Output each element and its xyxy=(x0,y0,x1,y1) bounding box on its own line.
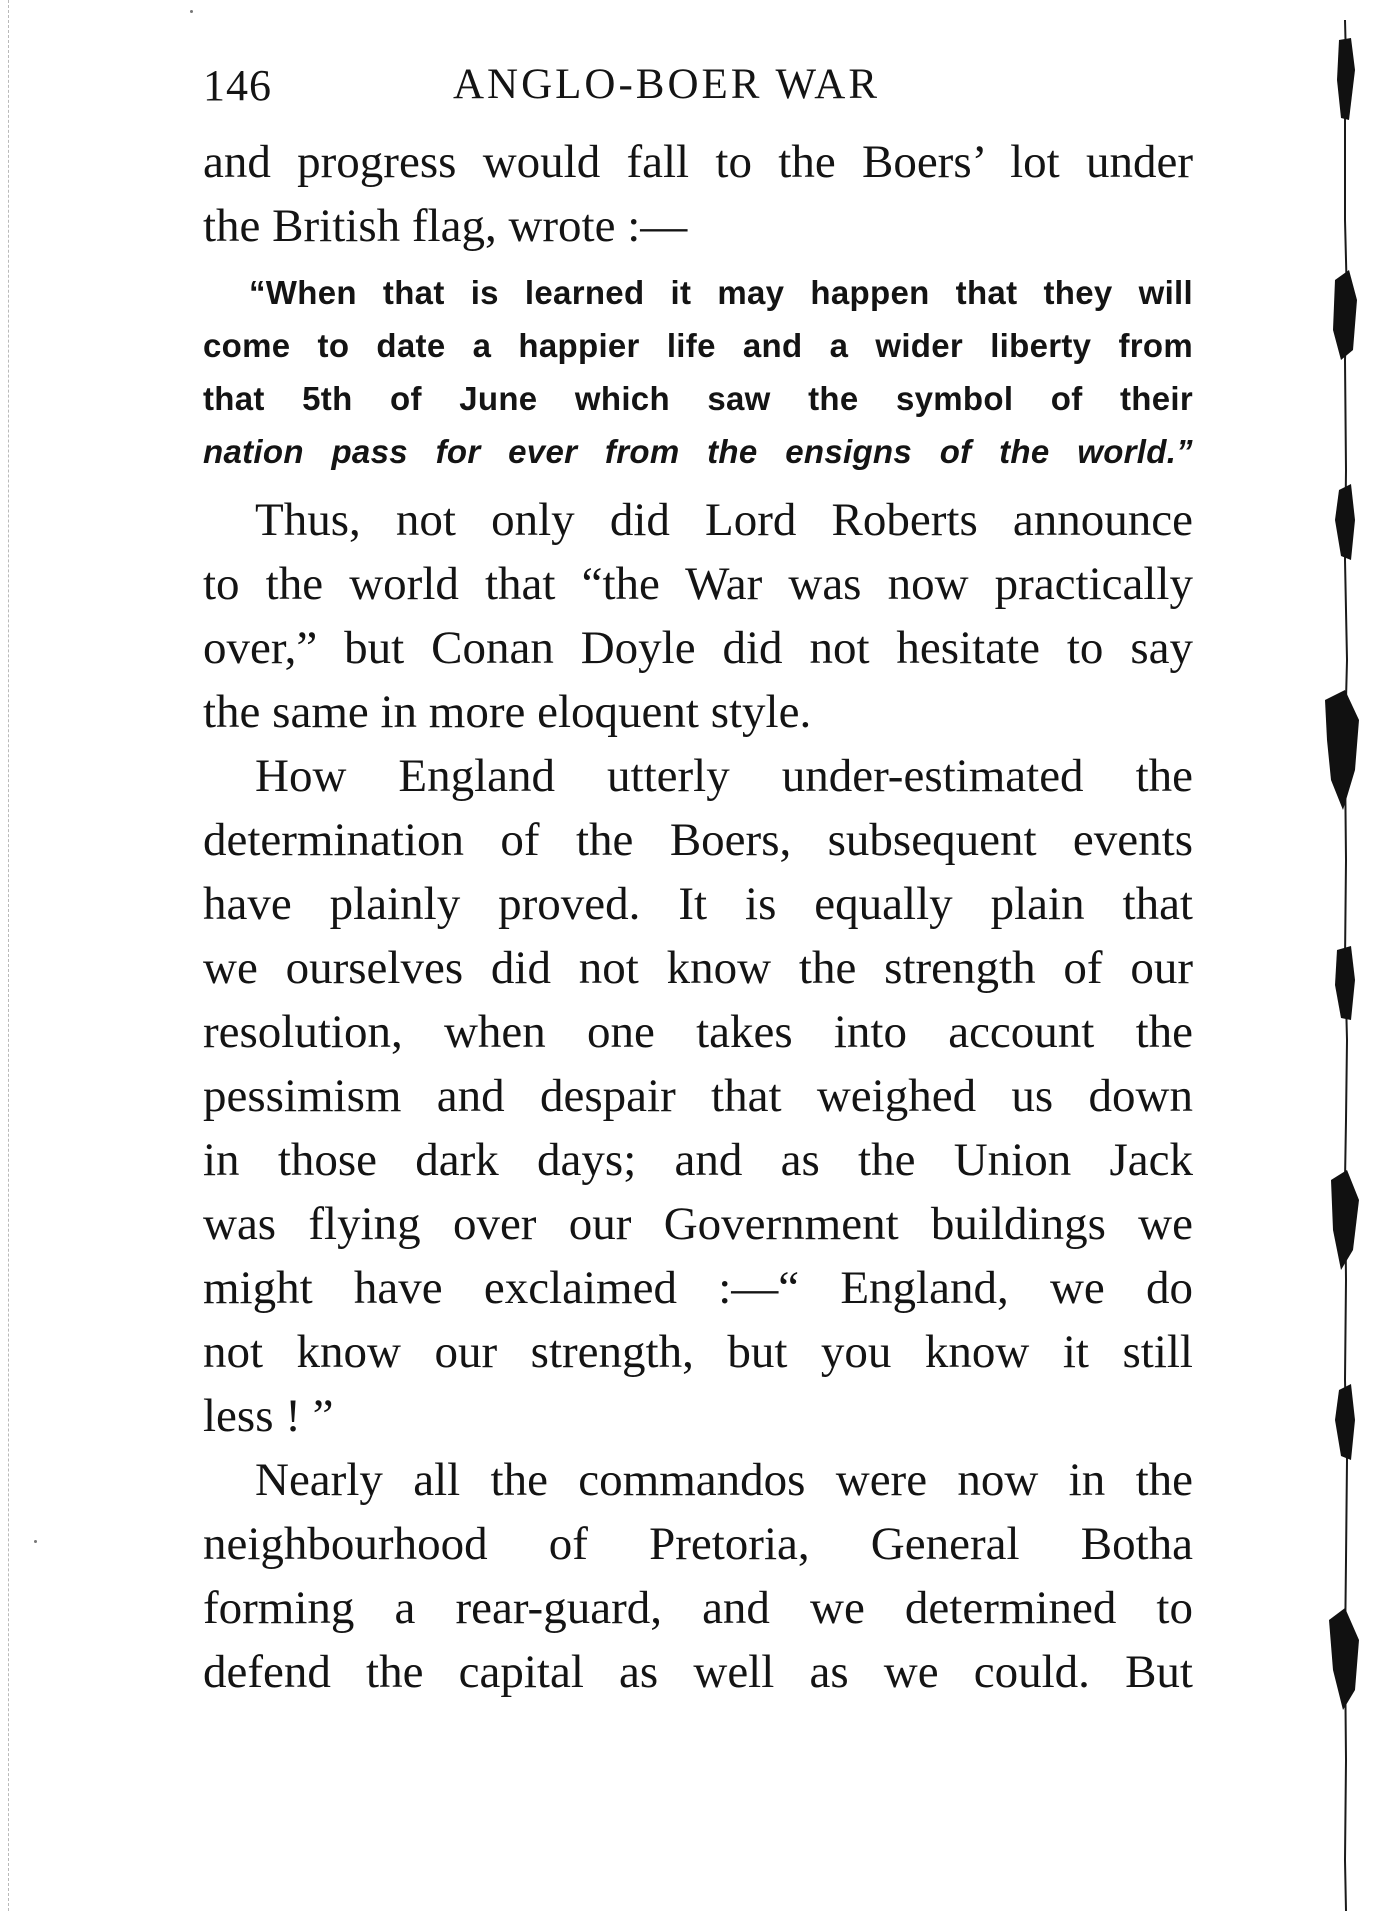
text-line: over,” but Conan Doyle did not hesitate to say xyxy=(203,622,1193,674)
text-line: less ! ” xyxy=(203,1390,334,1442)
text-line: resolution, when one takes into account the xyxy=(203,1006,1193,1058)
text-line: How England utterly under-estimated the xyxy=(255,750,1193,802)
text-line: the same in more eloquent style. xyxy=(203,686,812,738)
scan-speck xyxy=(190,10,193,13)
paragraph xyxy=(203,1448,1193,1704)
text-line: pessimism and despair that weighed us down xyxy=(203,1070,1193,1122)
text-line: the British flag, wrote :— xyxy=(203,200,688,252)
quote-line: nation pass for ever from the ensigns of the world.” xyxy=(203,433,1193,470)
text-line: neighbourhood of Pretoria, General Botha xyxy=(203,1518,1193,1570)
quote-line: “When that is learned it may happen that they will xyxy=(249,274,1193,311)
text-line: and progress would fall to the Boers’ lot under xyxy=(203,136,1193,188)
text-line: not know our strength, but you know it still xyxy=(203,1326,1193,1378)
text-line: forming a rear-guard, and we determined to xyxy=(203,1582,1193,1634)
text-line: defend the capital as well as we could. But xyxy=(203,1646,1193,1698)
paragraph xyxy=(203,488,1193,744)
paragraph-continuation xyxy=(203,130,1193,258)
text-line: have plainly proved. It is equally plain that xyxy=(203,878,1193,930)
page-number: 146 xyxy=(203,61,272,110)
text-line: was flying over our Government buildings we xyxy=(203,1198,1193,1250)
scan-left-edge xyxy=(8,0,9,1911)
text-line: in those dark days; and as the Union Jack xyxy=(203,1134,1193,1186)
body-text xyxy=(203,130,1193,1704)
scan-speck xyxy=(34,1540,37,1543)
text-line: Nearly all the commandos were now in the xyxy=(255,1454,1193,1506)
quote-line: that 5th of June which saw the symbol of their xyxy=(203,380,1193,417)
torn-binding-edge xyxy=(1305,0,1386,1911)
text-line: Thus, not only did Lord Roberts announce xyxy=(255,494,1193,546)
text-line: might have exclaimed :—“ England, we do xyxy=(203,1262,1193,1314)
quote-line: come to date a happier life and a wider liberty from xyxy=(203,327,1193,364)
running-head: ANGLO-BOER WAR xyxy=(453,61,881,108)
text-line: to the world that “the War was now practically xyxy=(203,558,1193,610)
page-header xyxy=(203,60,1193,130)
text-line: we ourselves did not know the strength of our xyxy=(203,942,1193,994)
block-quote xyxy=(203,266,1193,478)
paragraph xyxy=(203,744,1193,1448)
text-line: determination of the Boers, subsequent events xyxy=(203,814,1193,866)
